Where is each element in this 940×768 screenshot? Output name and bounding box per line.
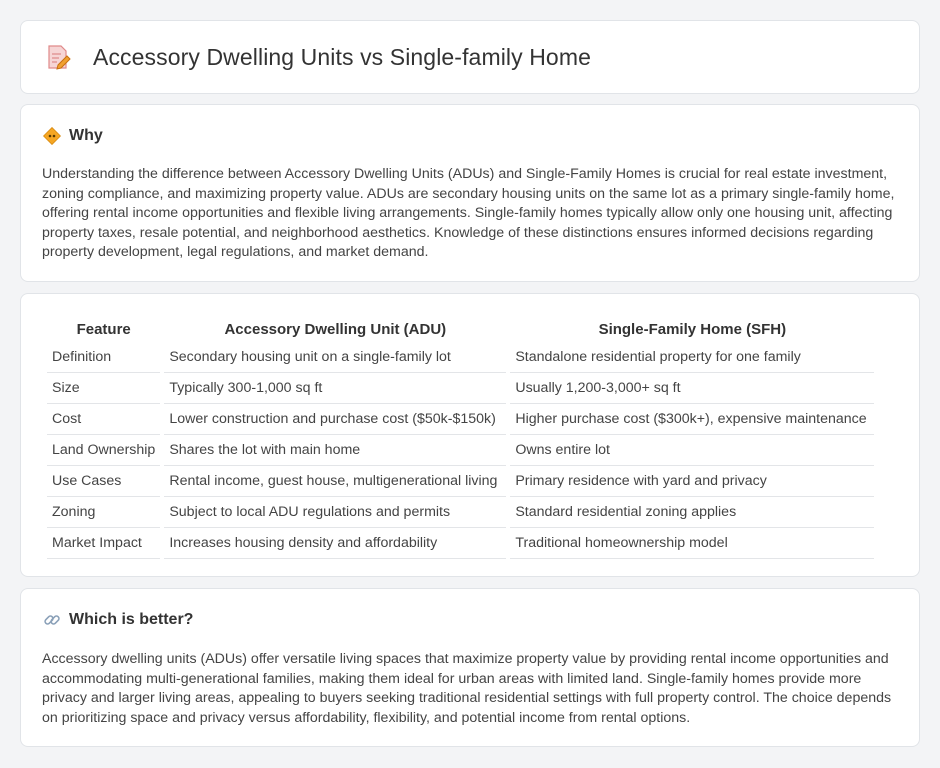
sfh-cell: Primary residence with yard and privacy — [510, 466, 874, 497]
better-text: Accessory dwelling units (ADUs) offer versatile living spaces that maximize property value by providing rental income opportunities and accommodating multi-generational families, making them ideal for urban areas with limited land. Single-family homes provide more privacy and larger living areas, appealing to buyers seeking traditional residential settings with full property control. The choice depends on prioritizing space and privacy versus affordability, flexibility, and potential income from rental options. — [42, 651, 892, 726]
better-title: Which is better? — [69, 611, 194, 628]
document-pencil-icon — [45, 43, 71, 71]
feature-cell: Zoning — [47, 497, 160, 528]
comparison-table — [43, 314, 878, 559]
link-icon — [43, 611, 61, 629]
better-heading — [43, 611, 193, 629]
adu-cell: Increases housing density and affordability — [164, 528, 506, 559]
adu-cell: Rental income, guest house, multigenerational living — [164, 466, 506, 497]
why-heading — [43, 127, 103, 145]
header-feature: Feature — [76, 321, 131, 338]
adu-cell: Subject to local ADU regulations and permits — [164, 497, 506, 528]
sfh-cell: Usually 1,200-3,000+ sq ft — [510, 373, 874, 404]
sfh-cell: Standalone residential property for one family — [510, 342, 874, 373]
table-row — [47, 404, 874, 435]
feature-cell: Definition — [47, 342, 160, 373]
table-row — [47, 342, 874, 373]
sfh-cell: Standard residential zoning applies — [510, 497, 874, 528]
header-sfh: Single-Family Home (SFH) — [598, 321, 787, 338]
why-title: Why — [69, 127, 103, 144]
feature-cell: Land Ownership — [47, 435, 160, 466]
better-card — [20, 588, 920, 747]
adu-cell: Secondary housing unit on a single-family lot — [164, 342, 506, 373]
table-row — [47, 435, 874, 466]
adu-cell: Shares the lot with main home — [164, 435, 506, 466]
table-row — [47, 466, 874, 497]
comparison-card — [20, 293, 920, 577]
page-title: Accessory Dwelling Units vs Single-family Home — [93, 43, 591, 70]
title-card — [20, 20, 920, 94]
table-row — [47, 497, 874, 528]
feature-cell: Market Impact — [47, 528, 160, 559]
title-row — [45, 43, 591, 71]
sfh-cell: Owns entire lot — [510, 435, 874, 466]
adu-cell: Lower construction and purchase cost ($50k-$150k) — [164, 404, 506, 435]
feature-cell: Size — [47, 373, 160, 404]
diamond-sign-icon — [43, 127, 61, 145]
table-row — [47, 373, 874, 404]
sfh-cell: Traditional homeownership model — [510, 528, 874, 559]
why-card — [20, 104, 920, 282]
table-header-row — [47, 314, 874, 342]
adu-cell: Typically 300-1,000 sq ft — [164, 373, 506, 404]
header-adu: Accessory Dwelling Unit (ADU) — [224, 321, 447, 338]
table-row — [47, 528, 874, 559]
feature-cell: Cost — [47, 404, 160, 435]
sfh-cell: Higher purchase cost ($300k+), expensive maintenance — [510, 404, 874, 435]
feature-cell: Use Cases — [47, 466, 160, 497]
why-text: Understanding the difference between Accessory Dwelling Units (ADUs) and Single-Family Homes is crucial for real estate investment, zoning compliance, and maximizing property value. ADUs are secondary housing units on the same lot as a primary single-family home, offering rental income opportunities and flexible living arrangements. Single-family homes typically allow only one housing unit, affecting property taxes, resale potential, and neighborhood aesthetics. Knowledge of these distinctions ensures informed decisions regarding property development, legal regulations, and market demand. — [42, 166, 895, 261]
